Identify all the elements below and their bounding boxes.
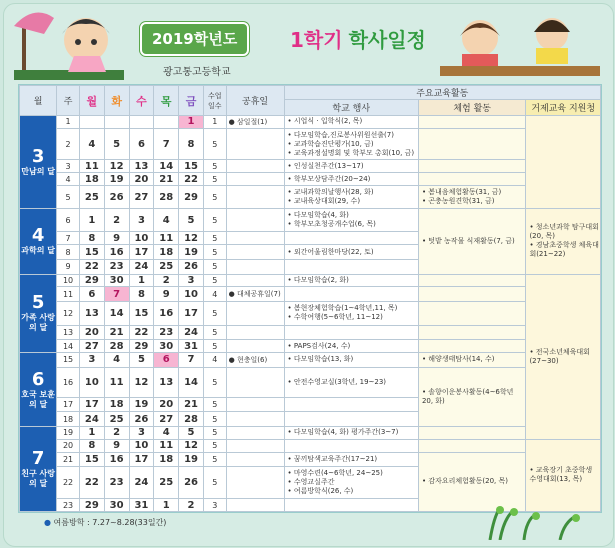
- col-wed: 수: [129, 86, 154, 116]
- school-event-cell: • 다모임학습(2, 화): [284, 274, 418, 287]
- day-cell: [79, 116, 104, 129]
- day-cell: 22: [79, 467, 104, 499]
- experience-cell: • 감자요리체험활동(20, 목): [418, 452, 526, 511]
- week-number: 5: [57, 185, 80, 208]
- month-label-3: [20, 116, 57, 209]
- day-cell: 9: [104, 232, 129, 245]
- school-event-cell: • 봄현장체험학습(1~4학년,11, 목) • 수학여행(5~6학년, 11~12): [284, 302, 418, 325]
- schedule-row: [20, 185, 601, 208]
- schedule-body: [20, 116, 601, 512]
- schedule-table: [19, 85, 601, 512]
- experience-cell: [418, 160, 526, 173]
- month-theme: 과학의 달: [21, 246, 55, 256]
- col-month: 월: [20, 86, 57, 116]
- col-thu: 목: [154, 86, 179, 116]
- day-cell: 19: [129, 397, 154, 412]
- holiday-cell: ● 대체공휴일(7): [226, 287, 284, 302]
- day-cell: 14: [104, 302, 129, 325]
- month-theme: 친구 사랑의 달: [21, 469, 55, 489]
- week-number: 1: [57, 116, 80, 129]
- day-cell: 1: [154, 499, 179, 512]
- day-cell: 27: [79, 340, 104, 353]
- day-cell: 10: [79, 367, 104, 397]
- day-cell: 26: [129, 412, 154, 427]
- schedule-row: [20, 274, 601, 287]
- school-event-cell: • 시업식 · 입학식(2, 목): [284, 116, 418, 129]
- school-event-cell: • 꿈끼탐색교육주간(17~21): [284, 452, 418, 467]
- day-cell: 27: [154, 412, 179, 427]
- day-cell: 26: [104, 185, 129, 208]
- day-cell: 30: [104, 274, 129, 287]
- school-event-cell: • 다모임학습(4, 화) 평가주간(3~7): [284, 427, 418, 440]
- experience-cell: [418, 302, 526, 325]
- day-cell: 23: [154, 325, 179, 340]
- class-days: 5: [203, 452, 226, 467]
- experience-cell: • 해양생태탐사(14, 수): [418, 353, 526, 368]
- class-days: 5: [203, 439, 226, 452]
- day-cell: 8: [79, 232, 104, 245]
- day-cell: 10: [129, 232, 154, 245]
- day-cell: 25: [79, 185, 104, 208]
- day-cell: 13: [154, 367, 179, 397]
- day-cell: 17: [129, 245, 154, 260]
- class-days: 5: [203, 173, 226, 186]
- day-cell: 2: [179, 499, 204, 512]
- title-semester: 1학기: [290, 28, 343, 52]
- month-theme: 가족 사랑의 달: [21, 313, 55, 333]
- page-title: [290, 24, 426, 53]
- tailored-cell: • 청소년과학 탐구대회(20, 목) • 경남초중학생 체육대회(21~22): [526, 209, 601, 275]
- day-cell: 3: [179, 274, 204, 287]
- experience-cell: [418, 116, 526, 129]
- day-cell: 22: [129, 325, 154, 340]
- day-cell: 4: [154, 427, 179, 440]
- day-cell: 24: [129, 259, 154, 274]
- day-cell: 29: [79, 499, 104, 512]
- day-cell: 29: [129, 340, 154, 353]
- schedule-row: [20, 302, 601, 325]
- schedule-row: [20, 116, 601, 129]
- class-days: 5: [203, 245, 226, 260]
- day-cell: 31: [129, 499, 154, 512]
- day-cell: 30: [154, 340, 179, 353]
- col-tue: 화: [104, 86, 129, 116]
- week-number: 23: [57, 499, 80, 512]
- school-event-cell: [284, 397, 418, 412]
- day-cell: 12: [129, 367, 154, 397]
- experience-cell: [418, 128, 526, 160]
- day-cell: 3: [129, 209, 154, 232]
- experience-cell: [418, 325, 526, 340]
- day-cell: 10: [179, 287, 204, 302]
- holiday-cell: [226, 259, 284, 274]
- week-number: 7: [57, 232, 80, 245]
- col-mon: 월: [79, 86, 104, 116]
- day-cell: 1: [179, 116, 204, 129]
- day-cell: 16: [154, 302, 179, 325]
- class-days: 5: [203, 412, 226, 427]
- schedule-row: [20, 325, 601, 340]
- day-cell: 12: [104, 160, 129, 173]
- day-cell: 17: [129, 452, 154, 467]
- day-cell: 20: [129, 173, 154, 186]
- title-block: [140, 22, 430, 62]
- day-cell: 19: [179, 452, 204, 467]
- day-cell: 18: [104, 397, 129, 412]
- school-event-cell: [284, 259, 418, 274]
- day-cell: 5: [129, 353, 154, 368]
- day-cell: 1: [79, 427, 104, 440]
- week-number: 2: [57, 128, 80, 160]
- day-cell: 11: [104, 367, 129, 397]
- schedule-row: [20, 353, 601, 368]
- class-days: 5: [203, 259, 226, 274]
- day-cell: 28: [104, 340, 129, 353]
- day-cell: 15: [179, 160, 204, 173]
- day-cell: 24: [179, 325, 204, 340]
- school-event-cell: • 마영수련(4~6학년, 24~25) • 수영교실주간 • 여름방학식(26, 수): [284, 467, 418, 499]
- day-cell: 18: [154, 245, 179, 260]
- schedule-row: [20, 160, 601, 173]
- holiday-cell: [226, 452, 284, 467]
- week-number: 16: [57, 367, 80, 397]
- class-days: 5: [203, 397, 226, 412]
- schedule-row: [20, 173, 601, 186]
- day-cell: 19: [179, 245, 204, 260]
- day-cell: 26: [179, 259, 204, 274]
- day-cell: 26: [179, 467, 204, 499]
- class-days: 5: [203, 185, 226, 208]
- title-schedule: 학사일정: [348, 28, 426, 52]
- month-number: 4: [31, 225, 45, 247]
- day-cell: 5: [179, 427, 204, 440]
- week-number: 17: [57, 397, 80, 412]
- week-number: 19: [57, 427, 80, 440]
- day-cell: 11: [154, 439, 179, 452]
- class-days: 5: [203, 467, 226, 499]
- month-number: 3: [31, 146, 45, 168]
- school-event-cell: • 다모임학습(13, 화): [284, 353, 418, 368]
- schedule-row: [20, 128, 601, 160]
- experience-cell: • 솔향이운봉사활동(4~6학년 20, 화): [418, 367, 526, 426]
- girl-with-lamp-illustration: [14, 4, 124, 82]
- experience-cell: [418, 287, 526, 302]
- class-days: 5: [203, 340, 226, 353]
- day-cell: 6: [129, 128, 154, 160]
- class-days: 4: [203, 287, 226, 302]
- day-cell: 3: [129, 427, 154, 440]
- schedule-row: [20, 427, 601, 440]
- day-cell: 13: [79, 302, 104, 325]
- day-cell: 9: [104, 439, 129, 452]
- school-event-cell: • 인성실천주간(13~17): [284, 160, 418, 173]
- school-event-cell: [284, 439, 418, 452]
- holiday-cell: [226, 245, 284, 260]
- day-cell: 15: [129, 302, 154, 325]
- schedule-row: [20, 452, 601, 467]
- day-cell: 16: [104, 452, 129, 467]
- school-event-cell: • 다모임학습,진로봉사위원선출(7) • 교과학습진단평가(10, 금) • 교육과정설명회 및 학부모 총회(10, 금): [284, 128, 418, 160]
- col-holiday: 공휴일: [226, 86, 284, 116]
- day-cell: 7: [104, 287, 129, 302]
- col-activities: 주요교육활동: [284, 86, 600, 100]
- day-cell: 23: [104, 467, 129, 499]
- school-event-cell: • 안전수영교실(3학년, 19~23): [284, 367, 418, 397]
- day-cell: 4: [104, 353, 129, 368]
- week-number: 13: [57, 325, 80, 340]
- week-number: 11: [57, 287, 80, 302]
- bullet-icon: ●: [44, 518, 51, 527]
- tailored-cell: • 전국소년체육대회(27~30): [526, 274, 601, 439]
- holiday-cell: [226, 397, 284, 412]
- day-cell: 1: [79, 209, 104, 232]
- day-cell: 21: [154, 173, 179, 186]
- day-cell: 6: [154, 353, 179, 368]
- day-cell: 18: [154, 452, 179, 467]
- experience-cell: [418, 439, 526, 452]
- day-cell: 15: [79, 452, 104, 467]
- schedule-table-container: [18, 84, 602, 513]
- holiday-cell: [226, 427, 284, 440]
- tailored-cell: [526, 116, 601, 209]
- day-cell: 12: [179, 439, 204, 452]
- col-tailored: 거제교육 지원청: [526, 100, 601, 116]
- week-number: 9: [57, 259, 80, 274]
- school-event-cell: • 학부모상담주간(20~24): [284, 173, 418, 186]
- class-days: 5: [203, 325, 226, 340]
- col-school-events: 학교 행사: [284, 100, 418, 116]
- day-cell: 5: [179, 209, 204, 232]
- col-experience: 체험 활동: [418, 100, 526, 116]
- col-fri: 금: [179, 86, 204, 116]
- day-cell: 1: [129, 274, 154, 287]
- school-event-cell: [284, 499, 418, 512]
- holiday-cell: [226, 412, 284, 427]
- school-event-cell: • 교내과학의날행사(28, 화) • 교내육상대회(29, 수): [284, 185, 418, 208]
- day-cell: [154, 116, 179, 129]
- day-cell: 24: [129, 467, 154, 499]
- holiday-cell: [226, 325, 284, 340]
- day-cell: 4: [154, 209, 179, 232]
- holiday-cell: ● 현충일(6): [226, 353, 284, 368]
- experience-cell: [418, 173, 526, 186]
- month-label-4: [20, 209, 57, 275]
- class-days: 5: [203, 274, 226, 287]
- week-number: 18: [57, 412, 80, 427]
- day-cell: 11: [154, 232, 179, 245]
- week-number: 8: [57, 245, 80, 260]
- day-cell: 18: [79, 173, 104, 186]
- school-event-cell: • PAPS검사(24, 수): [284, 340, 418, 353]
- holiday-cell: [226, 439, 284, 452]
- experience-cell: [418, 340, 526, 353]
- holiday-cell: [226, 160, 284, 173]
- day-cell: 16: [104, 245, 129, 260]
- holiday-cell: [226, 232, 284, 245]
- week-number: 12: [57, 302, 80, 325]
- day-cell: 17: [79, 397, 104, 412]
- experience-cell: [418, 427, 526, 440]
- class-days: 5: [203, 232, 226, 245]
- week-number: 14: [57, 340, 80, 353]
- school-event-cell: [284, 325, 418, 340]
- month-label-7: [20, 427, 57, 512]
- day-cell: 14: [154, 160, 179, 173]
- day-cell: 8: [129, 287, 154, 302]
- day-cell: 25: [154, 259, 179, 274]
- year-badge: 2019학년도: [140, 22, 249, 56]
- week-number: 3: [57, 160, 80, 173]
- day-cell: 22: [179, 173, 204, 186]
- day-cell: 29: [179, 185, 204, 208]
- class-days: 5: [203, 128, 226, 160]
- week-number: 10: [57, 274, 80, 287]
- class-days: 5: [203, 209, 226, 232]
- holiday-cell: [226, 340, 284, 353]
- school-name: 광고통고등학교: [163, 67, 231, 78]
- holiday-cell: ● 삼일절(1): [226, 116, 284, 129]
- day-cell: 17: [179, 302, 204, 325]
- day-cell: 28: [179, 412, 204, 427]
- day-cell: [104, 116, 129, 129]
- day-cell: 31: [179, 340, 204, 353]
- month-label-5: [20, 274, 57, 352]
- summer-vacation-note: [44, 517, 166, 528]
- month-number: 6: [31, 368, 45, 390]
- class-days: 5: [203, 160, 226, 173]
- day-cell: 20: [154, 397, 179, 412]
- day-cell: 2: [154, 274, 179, 287]
- holiday-cell: [226, 302, 284, 325]
- week-number: 20: [57, 439, 80, 452]
- holiday-cell: [226, 128, 284, 160]
- schedule-row: [20, 439, 601, 452]
- experience-cell: [418, 274, 526, 287]
- day-cell: 20: [79, 325, 104, 340]
- school-event-cell: • 다모임학습(4, 화) • 학부모초청공개수업(6, 목): [284, 209, 418, 232]
- school-event-cell: [284, 412, 418, 427]
- day-cell: 21: [104, 325, 129, 340]
- school-event-cell: • 외간어울림한마당(22, 토): [284, 245, 418, 260]
- students-illustration: [440, 6, 600, 82]
- week-number: 6: [57, 209, 80, 232]
- day-cell: 22: [79, 259, 104, 274]
- month-label-6: [20, 353, 57, 427]
- school-event-cell: [284, 287, 418, 302]
- day-cell: 15: [79, 245, 104, 260]
- col-week: 주: [57, 86, 80, 116]
- day-cell: [129, 116, 154, 129]
- week-number: 4: [57, 173, 80, 186]
- day-cell: 25: [154, 467, 179, 499]
- day-cell: 21: [179, 397, 204, 412]
- class-days: 1: [203, 116, 226, 129]
- day-cell: 5: [104, 128, 129, 160]
- class-days: 5: [203, 367, 226, 397]
- month-theme: 만남의 달: [21, 167, 55, 177]
- day-cell: 25: [104, 412, 129, 427]
- day-cell: 7: [179, 353, 204, 368]
- day-cell: 2: [104, 209, 129, 232]
- day-cell: 7: [154, 128, 179, 160]
- day-cell: 13: [129, 160, 154, 173]
- day-cell: 8: [179, 128, 204, 160]
- tailored-cell: • 교육장기 초중학생 수영대회(13, 목): [526, 439, 601, 511]
- day-cell: 11: [79, 160, 104, 173]
- day-cell: 19: [104, 173, 129, 186]
- schedule-row: [20, 209, 601, 232]
- experience-cell: • 텃밭 농작물 식재활동(7, 금): [418, 209, 526, 275]
- schedule-row: [20, 287, 601, 302]
- day-cell: 14: [179, 367, 204, 397]
- class-days: 3: [203, 499, 226, 512]
- holiday-cell: [226, 499, 284, 512]
- holiday-cell: [226, 185, 284, 208]
- school-event-cell: [284, 232, 418, 245]
- class-days: 5: [203, 427, 226, 440]
- day-cell: 30: [104, 499, 129, 512]
- class-days: 5: [203, 302, 226, 325]
- day-cell: 6: [79, 287, 104, 302]
- holiday-cell: [226, 209, 284, 232]
- header: [0, 0, 615, 82]
- week-number: 21: [57, 452, 80, 467]
- footer-text: 여름방학 : 7.27~8.28(33일간): [53, 518, 167, 527]
- holiday-cell: [226, 367, 284, 397]
- month-theme: 호국 보훈의 달: [21, 389, 55, 409]
- day-cell: 12: [179, 232, 204, 245]
- day-cell: 24: [79, 412, 104, 427]
- holiday-cell: [226, 173, 284, 186]
- day-cell: 3: [79, 353, 104, 368]
- day-cell: 9: [154, 287, 179, 302]
- day-cell: 29: [79, 274, 104, 287]
- class-days: 4: [203, 353, 226, 368]
- month-number: 7: [31, 448, 45, 470]
- day-cell: 27: [129, 185, 154, 208]
- day-cell: 28: [154, 185, 179, 208]
- holiday-cell: [226, 467, 284, 499]
- week-number: 15: [57, 353, 80, 368]
- plant-illustration: [480, 500, 590, 540]
- day-cell: 8: [79, 439, 104, 452]
- schedule-row: [20, 340, 601, 353]
- holiday-cell: [226, 274, 284, 287]
- day-cell: 10: [129, 439, 154, 452]
- day-cell: 4: [79, 128, 104, 160]
- month-number: 5: [31, 292, 45, 314]
- week-number: 22: [57, 467, 80, 499]
- col-class-days: 수업 일수: [203, 86, 226, 116]
- day-cell: 2: [104, 427, 129, 440]
- experience-cell: • 봄내음체험활동(31, 금) • 곤충농원견학(31, 금): [418, 185, 526, 208]
- day-cell: 23: [104, 259, 129, 274]
- schedule-row: [20, 367, 601, 397]
